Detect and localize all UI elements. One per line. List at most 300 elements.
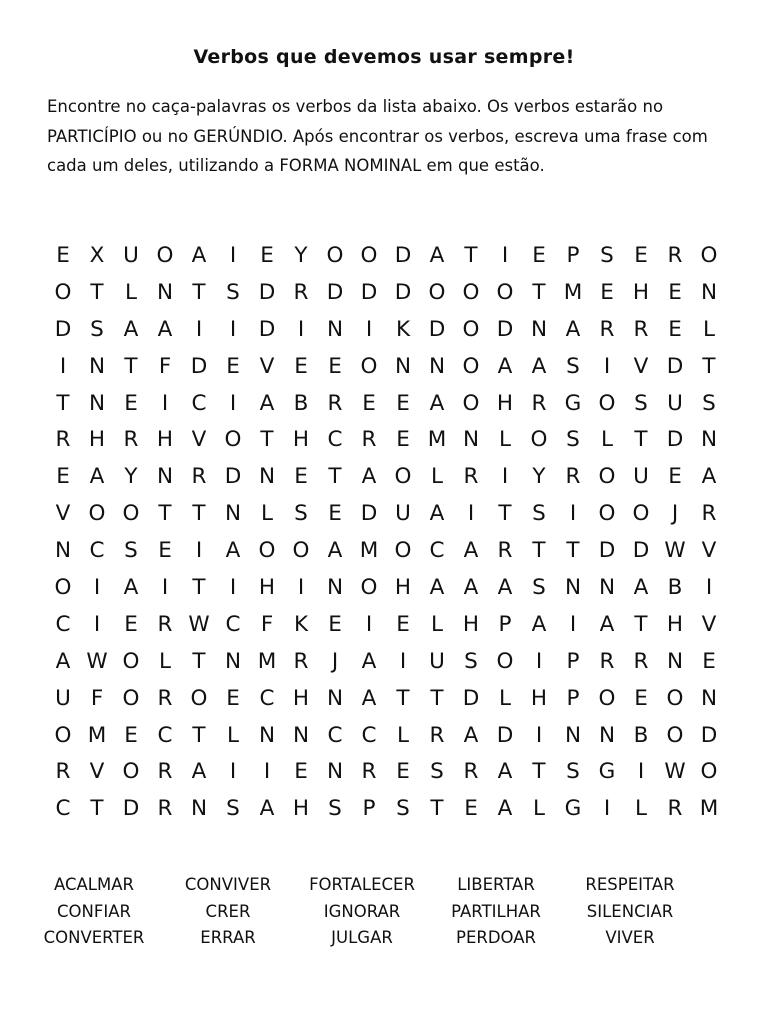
grid-cell: J — [671, 501, 679, 527]
grid-cell: T — [328, 464, 342, 490]
grid-cell: A — [531, 353, 547, 379]
grid-cell: D — [428, 316, 446, 342]
grid-cell: R — [361, 427, 377, 453]
grid-cell: E — [328, 611, 342, 637]
grid-cell: R — [633, 648, 649, 674]
grid-cell: E — [634, 685, 648, 711]
grid-cell: I — [229, 390, 237, 416]
grid-cell: H — [156, 427, 174, 453]
grid-cell: D — [394, 243, 412, 268]
grid-cell: A — [361, 685, 377, 711]
grid-cell: E — [294, 759, 308, 785]
grid-cell: I — [535, 722, 543, 748]
grid-cell: K — [293, 611, 309, 637]
grid-cell: H — [88, 427, 106, 453]
grid-cell: N — [700, 279, 718, 305]
grid-cell: R — [123, 427, 139, 453]
grid-cell: N — [292, 722, 310, 748]
grid-cell: R — [463, 759, 479, 785]
grid-cell: A — [497, 759, 513, 785]
grid-cell: O — [258, 538, 276, 564]
grid-cell: T — [566, 538, 580, 564]
grid-cell: S — [328, 796, 342, 822]
grid-cell: E — [56, 243, 70, 268]
grid-cell: A — [123, 575, 139, 601]
grid-cell: T — [464, 243, 478, 268]
grid-cell: G — [564, 796, 582, 822]
grid-cell: N — [88, 390, 106, 416]
grid-cell: I — [297, 316, 305, 342]
grid-cell: D — [496, 722, 514, 748]
grid-cell: N — [156, 279, 174, 305]
grid-cell: A — [191, 759, 207, 785]
grid-cell: L — [125, 279, 137, 305]
grid-cell: I — [195, 316, 203, 342]
grid-cell: I — [603, 796, 611, 822]
grid-cell: H — [496, 390, 514, 416]
grid-cell: A — [565, 316, 581, 342]
grid-cell: O — [292, 538, 310, 564]
word-list-item: ACALMAR — [54, 875, 134, 894]
grid-cell: N — [190, 796, 208, 822]
grid-cell: A — [361, 464, 377, 490]
grid-cell: T — [498, 501, 512, 527]
grid-cell: O — [496, 279, 514, 305]
grid-cell: O — [462, 390, 480, 416]
grid-cell: O — [530, 427, 548, 453]
grid-cell: E — [328, 353, 342, 379]
grid-cell: L — [261, 501, 273, 527]
word-list-item: RESPEITAR — [585, 875, 675, 894]
grid-cell: O — [54, 575, 72, 601]
grid-cell: L — [601, 427, 613, 453]
grid-cell: O — [360, 353, 378, 379]
grid-cell: O — [156, 243, 174, 268]
grid-cell: A — [157, 316, 173, 342]
grid-cell: C — [361, 722, 377, 748]
grid-cell: S — [396, 796, 410, 822]
grid-cell: I — [501, 464, 509, 490]
grid-cell: A — [531, 611, 547, 637]
grid-cell: G — [564, 390, 582, 416]
grid-cell: M — [257, 648, 277, 674]
grid-cell: D — [224, 464, 242, 490]
grid-cell: A — [429, 243, 445, 268]
grid-cell: H — [462, 611, 480, 637]
grid-cell: A — [327, 538, 343, 564]
grid-cell: T — [192, 575, 206, 601]
grid-cell: C — [429, 538, 445, 564]
grid-cell: H — [530, 685, 548, 711]
grid-cell: S — [464, 648, 478, 674]
word-list-item: CONVIVER — [184, 875, 272, 894]
grid-cell: N — [428, 353, 446, 379]
grid-cell: C — [55, 796, 71, 822]
grid-cell: D — [700, 722, 718, 748]
grid-cell: O — [598, 390, 616, 416]
grid-cell: A — [497, 575, 513, 601]
word-list-item: PERDOAR — [456, 928, 536, 947]
word-list-item: SILENCIAR — [586, 901, 674, 921]
grid-cell: S — [600, 243, 614, 268]
grid-cell: M — [563, 279, 583, 305]
grid-cell: O — [360, 243, 378, 268]
grid-cell: T — [396, 685, 410, 711]
grid-cell: T — [90, 279, 104, 305]
grid-cell: O — [122, 501, 140, 527]
grid-cell: H — [292, 685, 310, 711]
grid-cell: I — [467, 501, 475, 527]
grid-cell: D — [258, 316, 276, 342]
grid-cell: T — [192, 279, 206, 305]
grid-cell: I — [705, 575, 713, 601]
grid-cell: A — [463, 575, 479, 601]
grid-cell: E — [396, 611, 410, 637]
grid-cell: I — [365, 316, 373, 342]
grid-cell: I — [603, 353, 611, 379]
grid-cell: R — [429, 722, 445, 748]
grid-cell: L — [635, 796, 647, 822]
grid-cell: E — [124, 722, 138, 748]
grid-cell: O — [496, 648, 514, 674]
grid-cell: U — [633, 464, 649, 490]
grid-cell: N — [598, 722, 616, 748]
grid-cell: N — [530, 316, 548, 342]
grid-cell: S — [634, 390, 648, 416]
grid-cell: R — [55, 427, 71, 453]
grid-cell: R — [55, 759, 71, 785]
grid-cell: O — [54, 722, 72, 748]
grid-cell: D — [122, 796, 140, 822]
word-list-item: LIBERTAR — [457, 875, 535, 894]
grid-cell: M — [427, 427, 447, 453]
grid-cell: N — [700, 685, 718, 711]
grid-cell: N — [326, 685, 344, 711]
grid-cell: O — [122, 685, 140, 711]
grid-cell: U — [429, 648, 445, 674]
grid-cell: I — [263, 759, 271, 785]
grid-cell: S — [430, 759, 444, 785]
grid-cell: D — [258, 279, 276, 305]
grid-cell: V — [633, 353, 649, 379]
grid-cell: A — [225, 538, 241, 564]
grid-cell: A — [361, 648, 377, 674]
grid-cell: R — [157, 685, 173, 711]
grid-cell: T — [56, 390, 70, 416]
grid-cell: I — [399, 648, 407, 674]
grid-cell: V — [55, 501, 71, 527]
grid-cell: T — [192, 722, 206, 748]
grid-cell: N — [54, 538, 72, 564]
grid-cell: D — [666, 353, 684, 379]
grid-cell: C — [225, 611, 241, 637]
grid-cell: R — [157, 796, 173, 822]
grid-cell: E — [464, 796, 478, 822]
grid-cell: A — [429, 501, 445, 527]
grid-cell: I — [93, 611, 101, 637]
grid-cell: L — [431, 611, 443, 637]
grid-cell: R — [157, 759, 173, 785]
grid-cell: I — [161, 390, 169, 416]
grid-cell: S — [566, 353, 580, 379]
grid-cell: M — [359, 538, 379, 564]
grid-cell: E — [396, 390, 410, 416]
grid-cell: A — [633, 575, 649, 601]
grid-cell: T — [702, 353, 716, 379]
grid-cell: A — [701, 464, 717, 490]
grid-cell: N — [462, 427, 480, 453]
grid-cell: E — [600, 279, 614, 305]
grid-cell: R — [497, 538, 513, 564]
grid-cell: O — [462, 279, 480, 305]
grid-cell: D — [496, 316, 514, 342]
grid-cell: E — [294, 353, 308, 379]
grid-cell: I — [569, 611, 577, 637]
grid-cell: C — [327, 427, 343, 453]
grid-cell: E — [294, 464, 308, 490]
grid-cell: C — [89, 538, 105, 564]
grid-cell: Y — [294, 243, 308, 268]
grid-cell: I — [365, 611, 373, 637]
grid-cell: A — [191, 243, 207, 268]
grid-cell: R — [531, 390, 547, 416]
grid-cell: A — [463, 538, 479, 564]
grid-cell: R — [191, 464, 207, 490]
grid-cell: F — [158, 353, 172, 379]
grid-cell: S — [566, 427, 580, 453]
grid-cell: T — [532, 538, 546, 564]
grid-cell: O — [598, 501, 616, 527]
grid-cell: D — [598, 538, 616, 564]
grid-cell: N — [326, 316, 344, 342]
grid-cell: I — [637, 759, 645, 785]
grid-cell: S — [90, 316, 104, 342]
grid-cell: E — [226, 685, 240, 711]
grid-cell: T — [192, 501, 206, 527]
grid-cell: O — [122, 759, 140, 785]
instructions-paragraph: Encontre no caça-palavras os verbos da lista abaixo. Os verbos estarão no PARTICÍPIO ou no GERÚNDIO. Após encontrar os verbos, escreva uma frase com cada um deles, utilizando a FORMA NOMINAL em que estão. — [47, 97, 708, 175]
grid-cell: O — [666, 722, 684, 748]
grid-cell: O — [394, 538, 412, 564]
grid-cell: U — [123, 243, 139, 268]
grid-cell: O — [428, 279, 446, 305]
grid-cell: H — [394, 575, 412, 601]
grid-cell: I — [535, 648, 543, 674]
grid-cell: E — [328, 501, 342, 527]
grid-cell: E — [668, 279, 682, 305]
grid-cell: N — [224, 648, 242, 674]
grid-cell: A — [497, 353, 513, 379]
grid-cell: O — [224, 427, 242, 453]
grid-cell: D — [632, 538, 650, 564]
grid-cell: J — [331, 648, 339, 674]
grid-cell: I — [501, 243, 509, 268]
grid-cell: S — [532, 501, 546, 527]
grid-cell: E — [226, 353, 240, 379]
grid-cell: V — [701, 611, 717, 637]
grid-cell: P — [362, 796, 376, 822]
page-title: Verbos que devemos usar sempre! — [193, 46, 575, 68]
grid-cell: O — [360, 575, 378, 601]
grid-cell: T — [430, 796, 444, 822]
grid-cell: L — [533, 796, 545, 822]
grid-cell: O — [700, 243, 718, 268]
grid-cell: M — [699, 796, 719, 822]
grid-cell: U — [55, 685, 71, 711]
grid-cell: A — [259, 796, 275, 822]
grid-cell: X — [89, 243, 105, 268]
grid-cell: H — [292, 427, 310, 453]
grid-cell: T — [532, 759, 546, 785]
grid-cell: L — [431, 464, 443, 490]
grid-cell: I — [229, 316, 237, 342]
grid-cell: I — [59, 353, 67, 379]
grid-cell: R — [565, 464, 581, 490]
grid-cell: O — [462, 316, 480, 342]
word-list-item: VIVER — [605, 928, 655, 947]
grid-cell: R — [701, 501, 717, 527]
grid-cell: A — [463, 722, 479, 748]
grid-cell: W — [664, 538, 686, 564]
grid-cell: E — [532, 243, 546, 268]
grid-cell: E — [668, 316, 682, 342]
grid-cell: R — [293, 648, 309, 674]
grid-cell: I — [569, 501, 577, 527]
word-list-item: ERRAR — [200, 928, 256, 947]
grid-cell: W — [86, 648, 108, 674]
grid-cell: K — [395, 316, 411, 342]
grid-cell: I — [229, 243, 237, 268]
grid-cell: A — [123, 316, 139, 342]
grid-cell: R — [599, 648, 615, 674]
grid-cell: O — [700, 759, 718, 785]
word-list — [27, 872, 747, 952]
grid-cell: S — [226, 279, 240, 305]
grid-cell: S — [702, 390, 716, 416]
grid-cell: D — [462, 685, 480, 711]
grid-cell: S — [532, 575, 546, 601]
word-search-grid — [46, 238, 726, 828]
grid-cell: E — [668, 464, 682, 490]
grid-cell: V — [191, 427, 207, 453]
grid-cell: O — [88, 501, 106, 527]
grid-cell: C — [55, 611, 71, 637]
grid-cell: A — [429, 390, 445, 416]
grid-cell: P — [566, 685, 580, 711]
grid-cell: A — [497, 796, 513, 822]
grid-cell: N — [326, 759, 344, 785]
grid-cell: C — [259, 685, 275, 711]
grid-cell: A — [599, 611, 615, 637]
grid-cell: V — [259, 353, 275, 379]
grid-cell: B — [667, 575, 683, 601]
grid-cell: D — [326, 279, 344, 305]
grid-cell: O — [122, 648, 140, 674]
grid-cell: O — [54, 279, 72, 305]
grid-cell: T — [634, 427, 648, 453]
grid-cell: N — [326, 575, 344, 601]
grid-cell: N — [666, 648, 684, 674]
grid-cell: N — [598, 575, 616, 601]
grid-cell: P — [566, 648, 580, 674]
word-list-item: FORTALECER — [309, 875, 415, 894]
grid-cell: C — [191, 390, 207, 416]
grid-cell: V — [89, 759, 105, 785]
word-list-item: IGNORAR — [323, 901, 401, 921]
grid-cell: C — [327, 722, 343, 748]
grid-cell: T — [532, 279, 546, 305]
grid-cell: T — [430, 685, 444, 711]
grid-cell: R — [327, 390, 343, 416]
grid-cell: D — [190, 353, 208, 379]
grid-cell: N — [394, 353, 412, 379]
grid-cell: T — [124, 353, 138, 379]
grid-cell: I — [229, 759, 237, 785]
grid-cell: Y — [532, 464, 546, 490]
grid-cell: R — [633, 316, 649, 342]
grid-cell: G — [598, 759, 616, 785]
grid-cell: U — [395, 501, 411, 527]
grid-cell: D — [360, 501, 378, 527]
word-list-item: JULGAR — [331, 928, 393, 947]
grid-cell: R — [463, 464, 479, 490]
grid-cell: O — [462, 353, 480, 379]
grid-cell: B — [293, 390, 309, 416]
grid-cell: N — [564, 575, 582, 601]
grid-cell: S — [294, 501, 308, 527]
grid-cell: Y — [124, 464, 138, 490]
grid-cell: T — [260, 427, 274, 453]
grid-cell: L — [499, 427, 511, 453]
grid-cell: E — [158, 538, 172, 564]
grid-cell: E — [124, 390, 138, 416]
grid-cell: S — [566, 759, 580, 785]
grid-cell: R — [599, 316, 615, 342]
grid-cell: I — [297, 575, 305, 601]
grid-cell: U — [667, 390, 683, 416]
grid-cell: O — [190, 685, 208, 711]
grid-cell: M — [87, 722, 107, 748]
grid-cell: E — [634, 243, 648, 268]
grid-cell: O — [598, 464, 616, 490]
grid-cell: N — [258, 722, 276, 748]
word-list-item: CONVERTER — [43, 928, 145, 947]
grid-cell: R — [667, 243, 683, 268]
grid-cell: N — [700, 427, 718, 453]
grid-cell: P — [566, 243, 580, 268]
grid-cell: A — [55, 648, 71, 674]
grid-cell: D — [54, 316, 72, 342]
grid-cell: I — [229, 575, 237, 601]
grid-cell: T — [634, 611, 648, 637]
grid-cell: A — [429, 575, 445, 601]
grid-cell: F — [90, 685, 104, 711]
grid-cell: S — [124, 538, 138, 564]
grid-cell: E — [260, 243, 274, 268]
word-list-item: PARTILHAR — [451, 901, 541, 921]
grid-cell: R — [157, 611, 173, 637]
grid-cell: E — [702, 648, 716, 674]
grid-cell: W — [188, 611, 210, 637]
grid-cell: D — [360, 279, 378, 305]
grid-cell: N — [88, 353, 106, 379]
grid-cell: E — [56, 464, 70, 490]
grid-cell: O — [598, 685, 616, 711]
grid-cell: E — [362, 390, 376, 416]
grid-cell: H — [292, 796, 310, 822]
grid-cell: A — [89, 464, 105, 490]
grid-cell: O — [666, 685, 684, 711]
